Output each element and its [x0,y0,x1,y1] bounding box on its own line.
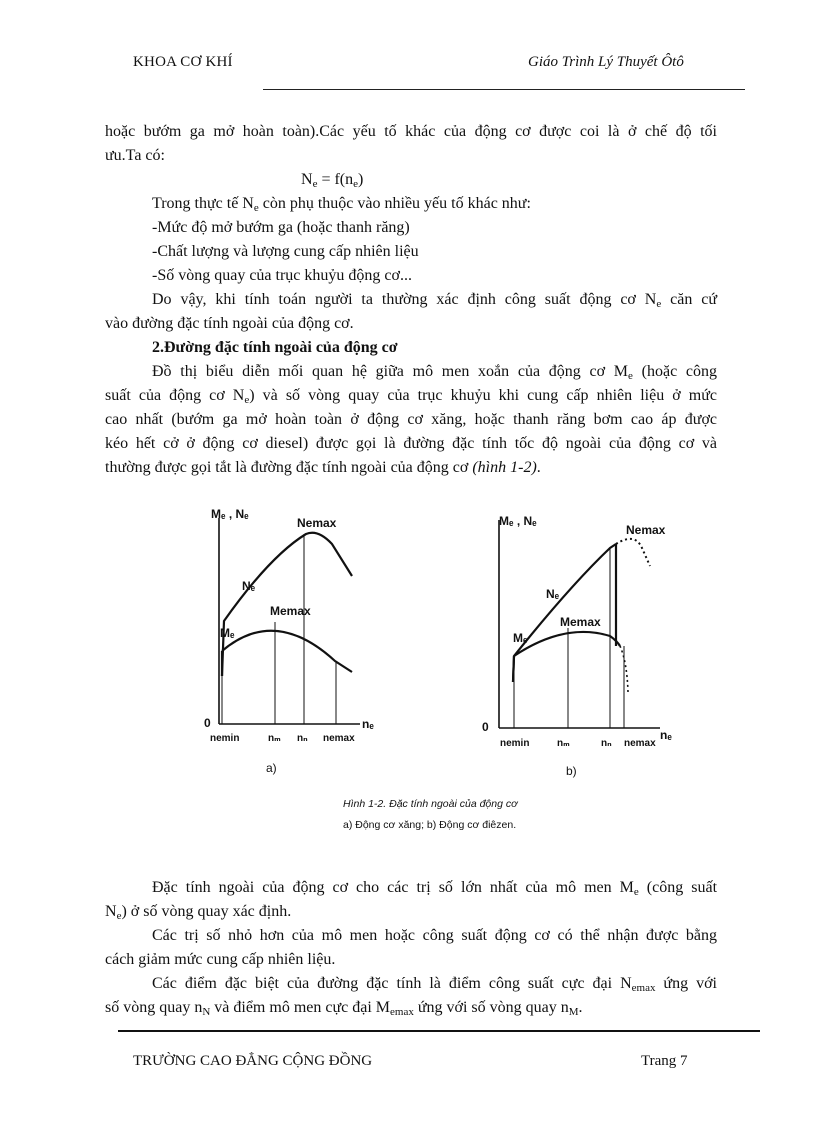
list-item: -Chất lượng và lượng cung cấp nhiên liệu [152,243,419,260]
body-text-bottom [105,876,717,1020]
footer-divider [118,1030,760,1032]
torque-curve [222,631,352,672]
tick-label: nₘ [557,738,570,749]
tick-label: nemin [210,733,240,744]
header-faculty: KHOA CƠ KHÍ [133,54,233,70]
paragraph-line: Các trị số nhỏ hơn của mô men hoặc công suất động cơ có thể nhận được bằng [152,927,717,944]
paragraph-line: Trong thực tế $N_e$ còn phụ thuộc vào nhiều yếu tố khác như: [152,195,531,214]
paragraph-line: số vòng quay $n_N$ và điểm mô men cực đại $M_{emax}$ ứng với số vòng quay $n_M$. [105,999,583,1018]
figure-caption-title: Hình 1-2. Đặc tính ngoài của động cơ [343,798,518,810]
tick-label: nₙ [601,738,612,749]
axis-label: Mₑ , Nₑ [499,514,537,528]
tick-label: nₘ [268,733,281,744]
ne-label: Nₑ [242,579,256,593]
page-number: Trang 7 [641,1053,688,1069]
panel-label: b) [566,764,577,778]
panel-a [204,507,374,775]
paragraph-line: thường được gọi tắt là đường đặc tính ngoài của động cơ (hình 1-2). [105,459,541,476]
figure-caption-subtitle: a) Động cơ xăng; b) Động cơ điêzen. [343,819,517,831]
axis-label: Mₑ , Nₑ [211,507,249,521]
paragraph-line: hoặc bướm ga mở hoàn toàn).Các yếu tố khác của động cơ được coi là ở chế độ tối [105,123,717,140]
origin-label: 0 [482,720,489,734]
nemax-label: Nemax [297,516,337,530]
paragraph-line: ưu.Ta có: [105,147,165,164]
paragraph-line: cao nhất (bướm ga mở hoàn toàn ở động cơ xăng, hoặc thanh răng bơm cao áp được [105,411,717,428]
tick-label: nemax [624,738,656,749]
power-curve-dotted [616,539,650,566]
tick-label: nₙ [297,733,308,744]
paragraph-line: vào đường đặc tính ngoài của động cơ. [105,315,354,332]
power-curve [513,544,616,682]
header-book-title: Giáo Trình Lý Thuyết Ôtô [528,54,684,70]
paragraph-line: Đặc tính ngoài của động cơ cho các trị số lớn nhất của mô men $M_e$ (công suất [152,879,718,898]
origin-label: 0 [204,716,211,730]
x-axis-label: nₑ [660,728,672,742]
panel-b [482,514,672,778]
paragraph-line: $N_e$) ở số vòng quay xác định. [105,903,292,922]
ne-label: Nₑ [546,587,560,601]
paragraph-line: Do vậy, khi tính toán người ta thường xác định công suất động cơ $N_e$ căn cứ [152,291,717,310]
tick-label: nemin [500,738,530,749]
panel-label: a) [266,761,277,775]
tick-label: nemax [323,733,355,744]
me-label: Mₑ [513,631,528,645]
list-item: -Số vòng quay của trục khuỷu động cơ... [152,267,412,284]
paragraph-line: Các điểm đặc biệt của đường đặc tính là điểm công suất cực đại $N_{emax}$ ứng với [152,975,717,994]
paragraph-line: suất của động cơ $N_e$) và số vòng quay của trục khuỷu khi cung cấp nhiên liệu ở mức [105,387,718,406]
paragraph-line: kéo hết cở ở động cơ diesel) được gọi là đường đặc tính tốc độ ngoài của động cơ và [105,435,717,452]
body-text-top [105,120,717,480]
paragraph-line: Đồ thị biểu diễn mối quan hệ giữa mô men xoắn của động cơ $M_e$ (hoặc công [152,363,717,382]
formula: $N_e = f(n_e)$ [301,171,364,190]
footer-school: TRƯỜNG CAO ĐẲNG CỘNG ĐỒNG [133,1053,373,1069]
header-divider [263,89,745,90]
memax-label: Memax [560,615,601,629]
figure-engine-characteristics [180,496,680,841]
list-item: -Mức độ mở bướm ga (hoặc thanh răng) [152,219,410,236]
nemax-label: Nemax [626,523,666,537]
x-axis-label: nₑ [362,717,374,731]
me-label: Mₑ [220,626,235,640]
memax-label: Memax [270,604,311,618]
paragraph-line: cách giảm mức cung cấp nhiên liệu. [105,951,336,968]
section-heading: 2.Đường đặc tính ngoài của động cơ [152,339,398,356]
